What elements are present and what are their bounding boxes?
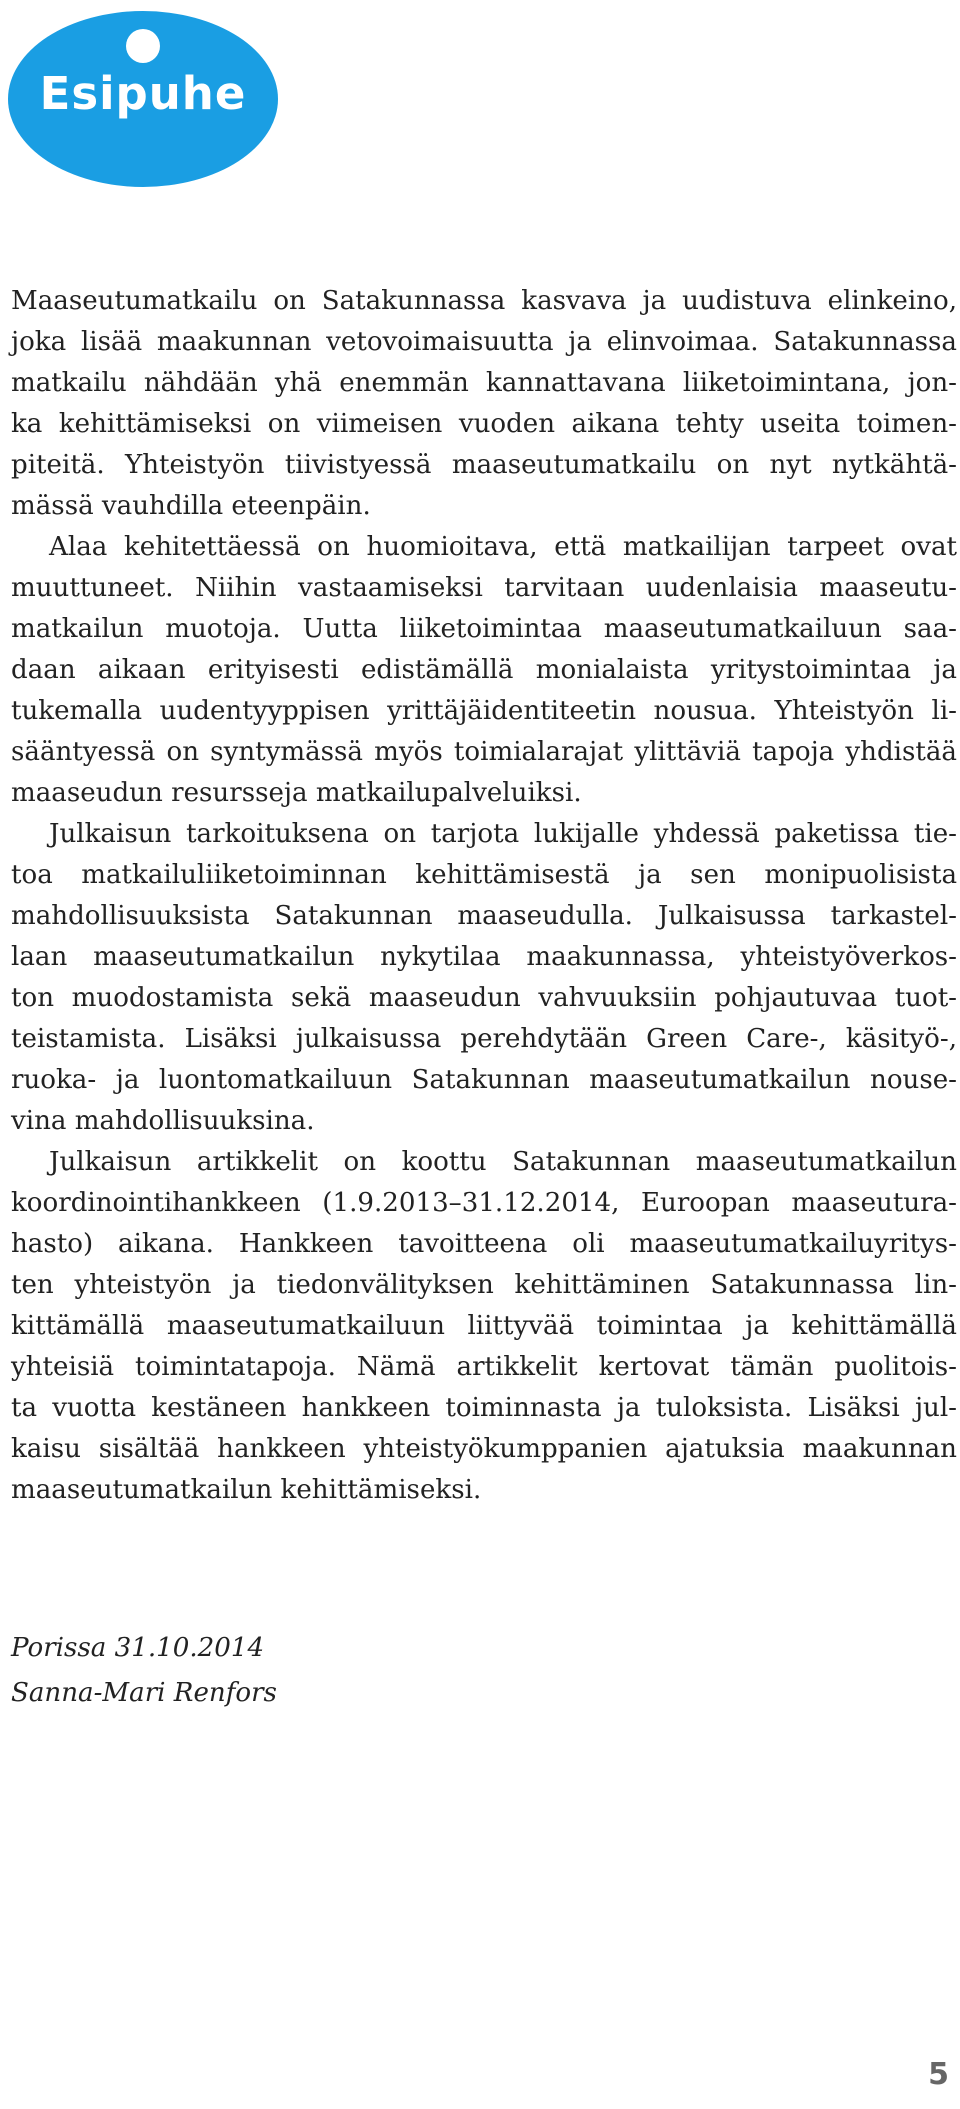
text-line: ka kehittämiseksi on viimeisen vuoden aikana tehty useita toimen- [11,409,957,439]
text-line: maaseudun resursseja matkailupalveluiksi. [11,778,582,808]
text-line: ruoka- ja luontomatkailuun Satakunnan maaseutumatkailun nouse- [11,1065,957,1095]
chapter-badge [8,11,278,187]
text-line: piteitä. Yhteistyön tiivistyessä maaseutumatkailu on nyt nytkähtä- [11,450,957,480]
text-line: sääntyessä on syntymässä myös toimialarajat ylittäviä tapoja yhdistää [11,737,957,767]
signature-block [11,1626,277,1716]
text-line: vina mahdollisuuksina. [11,1106,315,1136]
text-line: maaseutumatkailun kehittämiseksi. [11,1475,482,1505]
text-line: joka lisää maakunnan vetovoimaisuutta ja elinvoimaa. Satakunnassa [11,327,957,357]
text-line: kittämällä maaseutumatkailuun liittyvää toimintaa ja kehittämällä [11,1311,957,1341]
chapter-title: Esipuhe [39,67,247,120]
body-text [11,281,957,1511]
text-line: ton muodostamista sekä maaseudun vahvuuksiin pohjautuvaa tuot- [11,983,957,1013]
paragraph [11,527,957,814]
signature-place-date: Porissa 31.10.2014 [11,1633,265,1663]
text-line: toa matkailuliiketoiminnan kehittämisestä ja sen monipuolisista [11,860,957,890]
text-line: kaisu sisältää hankkeen yhteistyökumppanien ajatuksia maakunnan [11,1434,957,1464]
text-line: ten yhteistyön ja tiedonvälityksen kehittäminen Satakunnassa lin- [11,1270,957,1300]
text-line: yhteisiä toimintatapoja. Nämä artikkelit kertovat tämän puolitois- [11,1352,957,1382]
signature-author: Sanna-Mari Renfors [11,1678,277,1708]
text-line: teistamista. Lisäksi julkaisussa perehdytään Green Care-, käsityö-, [11,1024,957,1054]
text-line: Julkaisun artikkelit on koottu Satakunnan maaseutumatkailun [49,1147,957,1177]
text-line: ta vuotta kestäneen hankkeen toiminnasta ja tuloksista. Lisäksi jul- [11,1393,957,1423]
paragraph [11,814,957,1142]
paragraph [11,1142,957,1511]
text-line: daan aikaan erityisesti edistämällä monialaista yritystoimintaa ja [11,655,957,685]
badge-dot [126,29,160,63]
text-line: tukemalla uudentyyppisen yrittäjäidentiteetin nousua. Yhteistyön li- [11,696,957,726]
text-line: mahdollisuuksista Satakunnan maaseudulla. Julkaisussa tarkastel- [11,901,957,931]
text-line: matkailun muotoja. Uutta liiketoimintaa maaseutumatkailuun saa- [11,614,957,644]
text-line: koordinointihankkeen (1.9.2013–31.12.2014, Euroopan maaseutura- [11,1188,957,1218]
text-line: Julkaisun tarkoituksena on tarjota lukijalle yhdessä paketissa tie- [49,819,957,849]
text-line: Maaseutumatkailu on Satakunnassa kasvava ja uudistuva elinkeino, [11,286,957,316]
text-line: hasto) aikana. Hankkeen tavoitteena oli maaseutumatkailuyritys- [11,1229,957,1259]
text-line: laan maaseutumatkailun nykytilaa maakunnassa, yhteistyöverkos- [11,942,957,972]
text-line: matkailu nähdään yhä enemmän kannattavana liiketoimintana, jon- [11,368,957,398]
text-line: mässä vauhdilla eteenpäin. [11,491,371,521]
text-line: muuttuneet. Niihin vastaamiseksi tarvitaan uudenlaisia maaseutu- [11,573,957,603]
text-line: Alaa kehitettäessä on huomioitava, että matkailijan tarpeet ovat [49,532,957,562]
paragraph [11,281,957,527]
page-number: 5 [928,2057,949,2092]
